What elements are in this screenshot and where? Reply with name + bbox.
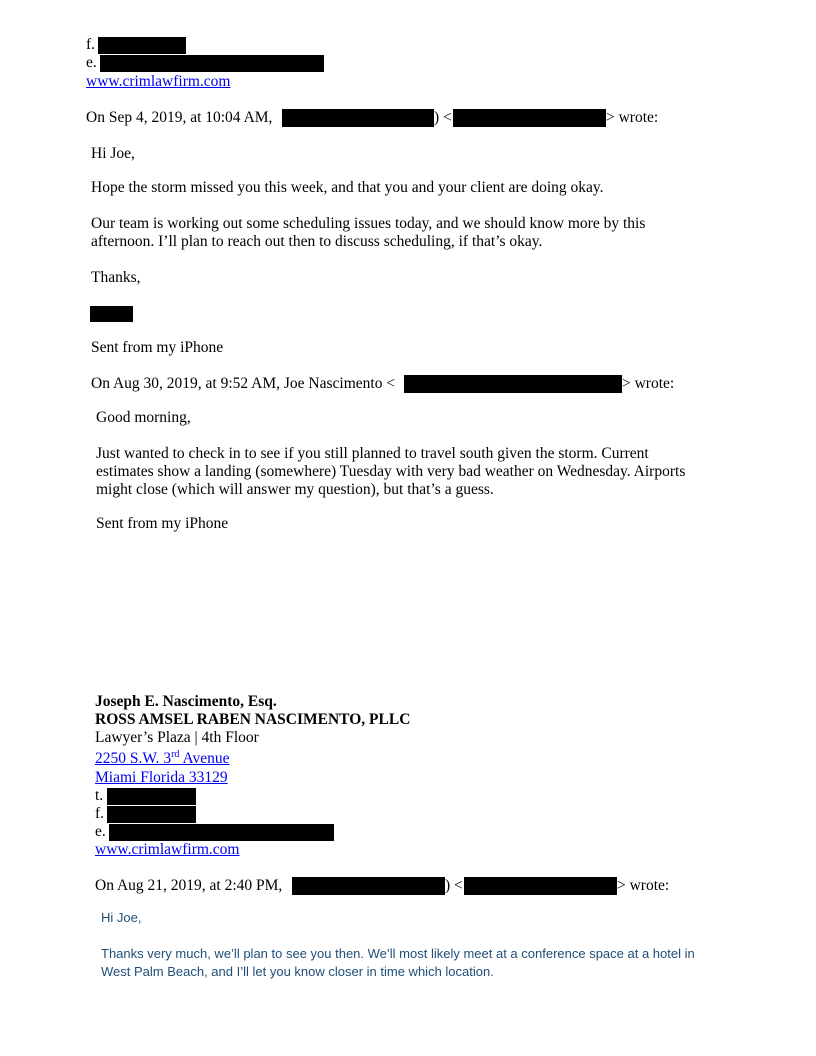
signature-website-link[interactable]: www.crimlawfirm.com [95, 841, 240, 858]
msg1-header-post: > wrote: [606, 109, 659, 126]
msg1-closing: Thanks, [91, 269, 141, 286]
msg1-para2-line1: Our team is working out some scheduling issues today, and we should know more by this [91, 215, 646, 232]
signature-name: Joseph E. Nascimento, Esq. [95, 693, 277, 710]
redaction-signature-fax [107, 806, 196, 823]
msg1-sent-from: Sent from my iPhone [91, 339, 224, 356]
signature-tel-label: t. [95, 787, 104, 804]
signature-firm: ROSS AMSEL RABEN NASCIMENTO, PLLC [95, 711, 411, 728]
msg2-line3: might close (which will answer my question), but that’s a guess. [96, 481, 494, 498]
msg3-greeting: Hi Joe, [101, 910, 142, 925]
msg1-header-pre: On Sep 4, 2019, at 10:04 AM, [86, 109, 273, 126]
msg3-line1: Thanks very much, we’ll plan to see you then. We’ll most likely meet at a conference space at a hotel in [101, 946, 695, 961]
top-email-label: e. [86, 54, 97, 71]
msg2-greeting: Good morning, [96, 409, 191, 426]
msg2-line1: Just wanted to check in to see if you still planned to travel south given the storm. Current [96, 445, 649, 462]
signature-street-link[interactable] [95, 750, 230, 768]
redaction-msg3-sender-name [292, 877, 445, 895]
msg1-para1: Hope the storm missed you this week, and that you and your client are doing okay. [91, 179, 604, 196]
msg3-header-mid: ) < [445, 877, 463, 894]
msg2-header-pre: On Aug 30, 2019, at 9:52 AM, Joe Nascimento < [91, 375, 396, 392]
street-sup: rd [171, 748, 180, 760]
signature-email-label: e. [95, 823, 106, 840]
street-post: Avenue [179, 750, 230, 767]
msg3-line2: West Palm Beach, and I’ll let you know closer in time which location. [101, 964, 494, 979]
msg1-greeting: Hi Joe, [91, 145, 135, 162]
msg2-header-post: > wrote: [622, 375, 675, 392]
msg1-para2-line2: afternoon. I’ll plan to reach out then to discuss scheduling, if that’s okay. [91, 233, 543, 250]
redaction-msg2-sender-email [404, 375, 622, 393]
redaction-top-fax [98, 37, 186, 54]
signature-address1: Lawyer’s Plaza | 4th Floor [95, 729, 259, 746]
msg2-sent-from: Sent from my iPhone [96, 515, 229, 532]
redaction-msg1-signature [90, 306, 133, 322]
redaction-top-email [100, 55, 324, 72]
redaction-signature-email [109, 824, 334, 841]
redaction-msg1-sender-email [453, 109, 606, 127]
msg3-header-pre: On Aug 21, 2019, at 2:40 PM, [95, 877, 283, 894]
msg3-header-post: > wrote: [617, 877, 670, 894]
redaction-msg3-sender-email [464, 877, 617, 895]
redaction-signature-tel [107, 788, 196, 805]
top-website-link[interactable]: www.crimlawfirm.com [86, 73, 231, 90]
signature-city-link[interactable]: Miami Florida 33129 [95, 769, 228, 786]
top-fax-label: f. [86, 36, 96, 53]
msg1-header-mid: ) < [434, 109, 452, 126]
street-pre: 2250 S.W. 3 [95, 750, 172, 767]
signature-fax-label: f. [95, 805, 105, 822]
redaction-msg1-sender-name [282, 109, 434, 127]
msg2-line2: estimates show a landing (somewhere) Tuesday with very bad weather on Wednesday. Airports [96, 463, 686, 480]
